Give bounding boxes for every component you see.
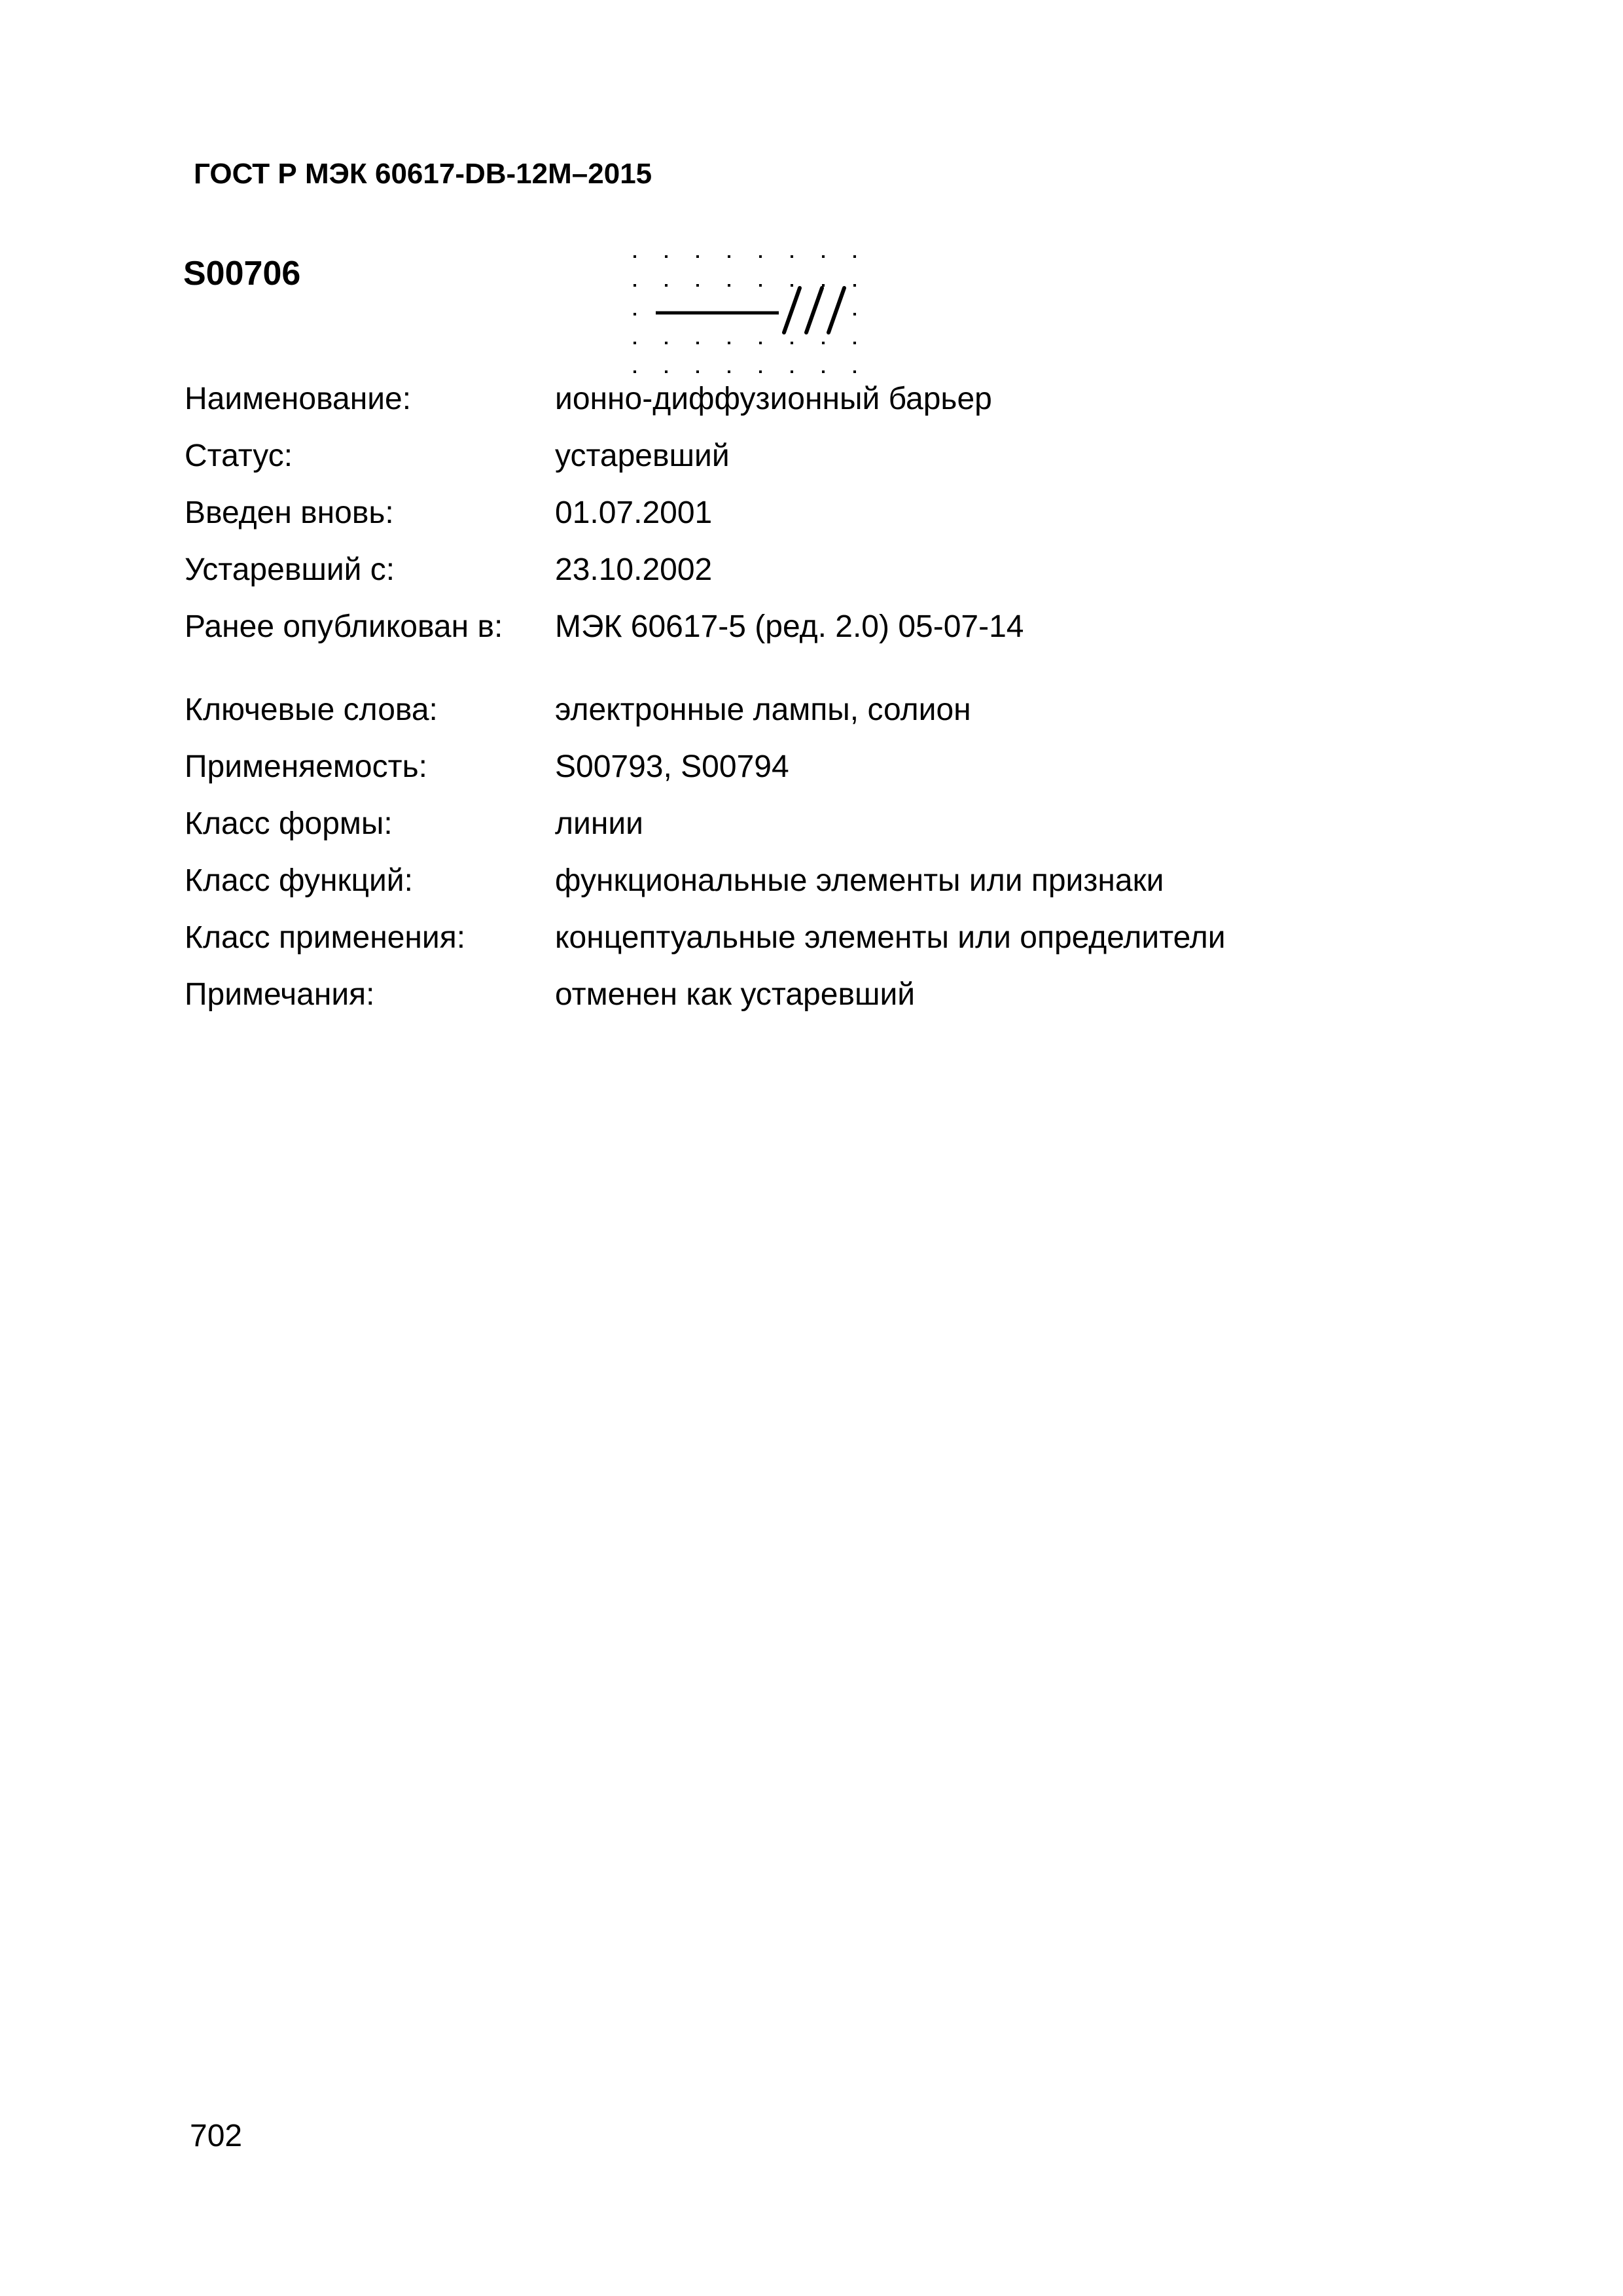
barrier-stroke-2 bbox=[806, 288, 822, 332]
grid-dot bbox=[853, 342, 856, 344]
property-value: МЭК 60617-5 (ред. 2.0) 05-07-14 bbox=[555, 609, 1024, 644]
grid-dot bbox=[728, 255, 730, 258]
property-label: Класс формы: bbox=[185, 806, 393, 841]
grid-dot bbox=[696, 342, 699, 344]
grid-dot bbox=[728, 284, 730, 287]
grid-dot bbox=[665, 255, 668, 258]
standard-header: ГОСТ Р МЭК 60617-DB-12M–2015 bbox=[194, 158, 652, 190]
property-value: ионно-диффузионный барьер bbox=[555, 382, 992, 416]
page-number: 702 bbox=[190, 2119, 243, 2153]
grid-dot bbox=[633, 342, 636, 344]
grid-dot bbox=[853, 313, 856, 315]
grid-dot bbox=[728, 342, 730, 344]
property-value: функциональные элементы или признаки bbox=[555, 863, 1164, 898]
property-value: S00793, S00794 bbox=[555, 749, 789, 784]
grid-dot bbox=[696, 284, 699, 287]
property-label: Введен вновь: bbox=[185, 495, 394, 530]
property-value: устаревший bbox=[555, 439, 730, 473]
property-label: Применяемость: bbox=[185, 749, 427, 784]
barrier-stroke-3 bbox=[829, 288, 844, 332]
grid-dot bbox=[759, 255, 762, 258]
grid-dot bbox=[665, 342, 668, 344]
grid-dot bbox=[822, 342, 825, 344]
property-label: Класс применения: bbox=[185, 920, 466, 955]
property-value: электронные лампы, солион bbox=[555, 692, 971, 727]
property-label: Ключевые слова: bbox=[185, 692, 438, 727]
grid-dot bbox=[822, 255, 825, 258]
property-value: линии bbox=[555, 806, 643, 841]
grid-dot bbox=[728, 370, 730, 373]
property-label: Устаревший с: bbox=[185, 552, 395, 587]
grid-dot bbox=[759, 342, 762, 344]
property-label: Примечания: bbox=[185, 977, 375, 1012]
ion-diffusion-barrier-symbol bbox=[615, 243, 877, 385]
grid-dot bbox=[696, 370, 699, 373]
symbol-id: S00706 bbox=[183, 255, 301, 293]
property-value: отменен как устаревший bbox=[555, 977, 916, 1012]
property-value: 23.10.2002 bbox=[555, 552, 713, 587]
grid-dot bbox=[759, 284, 762, 287]
grid-dot bbox=[633, 284, 636, 287]
grid-dot bbox=[633, 313, 636, 315]
grid-dot bbox=[791, 342, 793, 344]
symbol-graphic bbox=[615, 243, 877, 385]
grid-dot bbox=[791, 284, 793, 287]
grid-dot bbox=[853, 370, 856, 373]
grid-dot bbox=[759, 370, 762, 373]
grid-dot bbox=[665, 284, 668, 287]
grid-dot bbox=[696, 255, 699, 258]
property-value: концептуальные элементы или определители bbox=[555, 920, 1226, 955]
property-value: 01.07.2001 bbox=[555, 495, 713, 530]
grid-dot bbox=[853, 284, 856, 287]
barrier-stroke-1 bbox=[784, 288, 800, 332]
grid-dot bbox=[633, 370, 636, 373]
grid-dot bbox=[665, 370, 668, 373]
grid-dot bbox=[633, 255, 636, 258]
property-label: Наименование: bbox=[185, 382, 412, 416]
property-label: Статус: bbox=[185, 439, 293, 473]
grid-dot bbox=[791, 370, 793, 373]
property-label: Класс функций: bbox=[185, 863, 413, 898]
grid-dot bbox=[822, 370, 825, 373]
property-label: Ранее опубликован в: bbox=[185, 609, 503, 644]
grid-dot bbox=[791, 255, 793, 258]
grid-dot bbox=[853, 255, 856, 258]
